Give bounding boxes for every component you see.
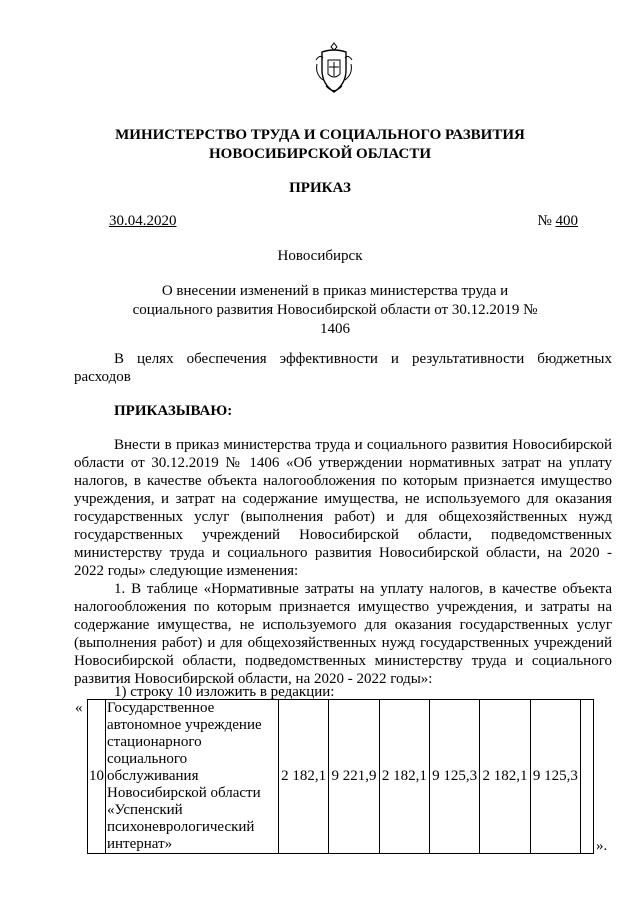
item-1-text: 1. В таблице «Нормативные затраты на уплату налогов, в качестве объекта налогообложения по которым признается имущество учреждения, и затраты на содержание имущества, не используемого для оказания государственных услуг (выполнения работ) и для общехозяйственных нужд государственных учреждений Новосибирской области, подведомственных министерству труда и социального развития Новосибирской области, на 2020 - 2022 годы»: (74, 581, 612, 687)
value-cell-1: 2 182,1 (279, 700, 329, 854)
intro-paragraph (74, 350, 612, 386)
empty-cell (581, 700, 594, 854)
institution-name-cell (106, 700, 279, 854)
table-row (88, 700, 594, 854)
ministry-name-line1: МИНИСТЕРСТВО ТРУДА И СОЦИАЛЬНОГО РАЗВИТИЯ (115, 127, 525, 143)
item-1-paragraph (74, 580, 612, 688)
main-paragraph (74, 436, 612, 580)
intro-line2: расходов (74, 369, 131, 385)
name-line: Новосибирской области (107, 785, 261, 801)
value-cell-6: 9 125,3 (530, 700, 580, 854)
coat-of-arms-icon (314, 40, 354, 98)
name-line: психоневрологический (107, 819, 255, 835)
value-cell-2: 9 221,9 (329, 700, 379, 854)
subitem-1-text: 1) строку 10 изложить в редакции: (114, 684, 335, 700)
document-date: 30.04.2020 (109, 213, 177, 229)
decree-heading: ПРИКАЗЫВАЮ: (114, 403, 233, 419)
name-line: Государственное (107, 700, 215, 716)
name-line: «Успенский (107, 802, 183, 818)
name-line: автономное учреждение (107, 717, 262, 733)
value-cell-3: 2 182,1 (379, 700, 429, 854)
number-value: 400 (555, 213, 578, 229)
number-prefix: № (537, 213, 556, 229)
document-city: Новосибирск (277, 248, 363, 264)
document-subject: О внесении изменений в приказ министерства труда и социального развития Новосибирской области от 30.12.2019 № 1406 (132, 283, 538, 337)
table-quote-close: ». (596, 838, 608, 854)
name-line: интернат» (107, 836, 173, 852)
document-number (500, 213, 578, 230)
row-10-table (87, 699, 594, 854)
name-line: стационарного (107, 734, 202, 750)
main-paragraph-text: Внести в приказ министерства труда и социального развития Новосибирской области от 30.12.2019 № 1406 «Об утверждении нормативных затрат на уплату налогов, в качестве объекта налогообложения по которым признается имущество учреждения, и затрат на содержание имущества, не используемого для оказания государственных услуг (выполнения работ) и для общехозяйственных нужд государственных учреждений Новосибирской области, подведомственных министерству труда и социального развития Новосибирской области, на 2020 - 2022 годы» следующие изменения: (74, 437, 612, 579)
name-line: социального (107, 751, 188, 767)
value-cell-5: 2 182,1 (480, 700, 530, 854)
table-quote-open: « (75, 700, 83, 716)
ministry-name-line2: НОВОСИБИРСКОЙ ОБЛАСТИ (208, 146, 432, 162)
name-line: обслуживания (107, 768, 199, 784)
row-number-cell: 10 (88, 700, 106, 854)
value-cell-4: 9 125,3 (429, 700, 479, 854)
intro-line1: В целях обеспечения эффективности и результативности бюджетных (114, 351, 612, 367)
document-type: ПРИКАЗ (289, 180, 351, 196)
